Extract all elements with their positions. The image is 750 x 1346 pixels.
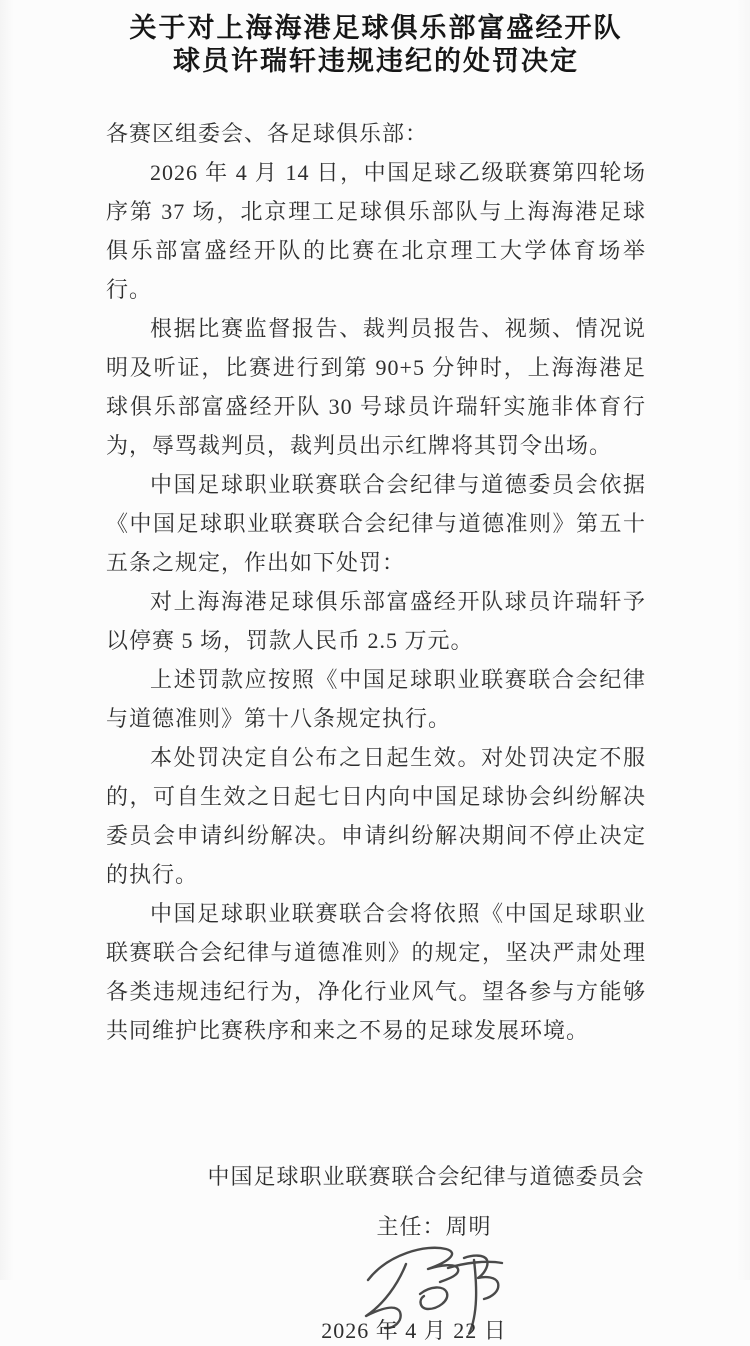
- document-title-line2: 球员许瑞轩违规违纪的处罚决定: [173, 46, 579, 76]
- paragraph-effective-appeal: 本处罚决定自公布之日起生效。对处罚决定不服的，可自生效之日起七日内向中国足球协会纠纷解决委员会申请纠纷解决。申请纠纷解决期间不停止决定的执行。: [106, 745, 646, 887]
- paragraph-legal-basis: 中国足球职业联赛联合会纪律与道德委员会依据《中国足球职业联赛联合会纪律与道德准则》第五十五条之规定，作出如下处罚：: [106, 472, 646, 575]
- paragraph-match-info: 2026 年 4 月 14 日，中国足球乙级联赛第四轮场序第 37 场，北京理工足球俱乐部队与上海海港足球俱乐部富盛经开队的比赛在北京理工大学体育场举行。: [106, 160, 646, 302]
- closing-date: 2026 年 4 月 22 日: [321, 1318, 507, 1343]
- closing-block: [156, 1162, 696, 1346]
- paragraph-incident: 根据比赛监督报告、裁判员报告、视频、情况说明及听证，比赛进行到第 90+5 分钟时，上海海港足球俱乐部富盛经开队 30 号球员许瑞轩实施非体育行为，辱骂裁判员，裁判员出示红牌将其罚令出场。: [106, 316, 646, 458]
- closing-signer: 主任：周明: [376, 1214, 492, 1239]
- document-title-line1: 关于对上海海港足球俱乐部富盛经开队: [129, 13, 623, 43]
- closing-committee-name: 中国足球职业联赛联合会纪律与道德委员会: [207, 1164, 645, 1189]
- paragraph-fine-execution: 上述罚款应按照《中国足球职业联赛联合会纪律与道德准则》第十八条规定执行。: [106, 667, 646, 731]
- document-body: [106, 114, 646, 1050]
- paragraph-penalty: 对上海海港足球俱乐部富盛经开队球员许瑞轩予以停赛 5 场，罚款人民币 2.5 万元。: [106, 589, 646, 653]
- paragraph-statement: 中国足球职业联赛联合会将依照《中国足球职业联赛联合会纪律与道德准则》的规定，坚决严肃处理各类违规违纪行为，净化行业风气。望各参与方能够共同维护比赛秩序和来之不易的足球发展环境。: [106, 901, 646, 1043]
- salutation: 各赛区组委会、各足球俱乐部：: [106, 121, 429, 146]
- document-title: [106, 12, 646, 78]
